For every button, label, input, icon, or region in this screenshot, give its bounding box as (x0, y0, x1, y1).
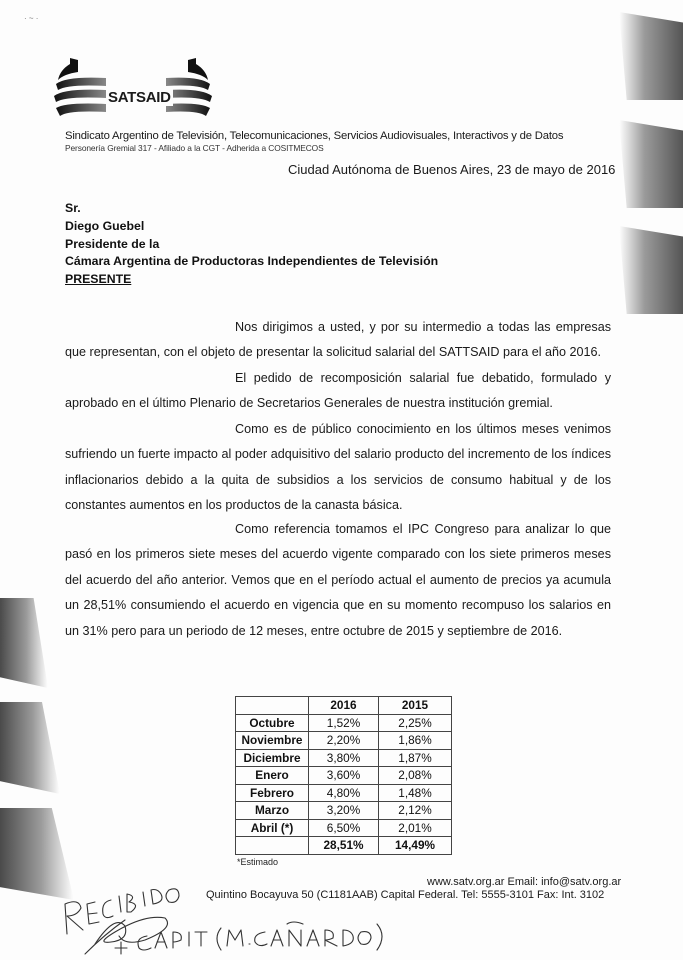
logo-text: SATSAID (108, 89, 171, 106)
table-row (236, 732, 452, 750)
scan-shadow (0, 702, 60, 794)
value-2015-cell: 1,48% (379, 784, 452, 802)
recipient-title: Presidente de la (65, 236, 160, 251)
month-cell: Diciembre (236, 749, 309, 767)
paragraph-text: Como es de público conocimiento en los últimos meses venimos sufriendo un fuerte impacto al poder adquisitivo del salario producto del incremento de los índices inflacionarios debido a la quita de subsidios a los servicios de consumo habitual y de los constantes aumentos en los productos de la canasta básica. (65, 422, 611, 513)
month-cell: Enero (236, 767, 309, 785)
scan-shadow (619, 226, 683, 314)
recipient-organization: Cámara Argentina de Productoras Independientes de Televisión (65, 254, 439, 269)
scan-shadow (619, 120, 683, 208)
header-cell-2015: 2015 (379, 697, 452, 715)
value-2015-cell: 1,87% (379, 749, 452, 767)
value-2016-cell: 2,20% (309, 732, 379, 750)
footer-web-email: www.satv.org.ar Email: info@satv.org.ar (427, 876, 622, 888)
satsaid-logo (48, 58, 218, 124)
recipient-salutation: Sr. (65, 201, 81, 215)
table-row (236, 802, 452, 820)
paragraph-4 (65, 517, 611, 644)
month-cell: Noviembre (236, 732, 309, 750)
table-header-row (236, 697, 452, 715)
value-2015-cell: 2,01% (379, 819, 452, 837)
total-label-cell (236, 837, 309, 855)
header-cell-2016: 2016 (309, 697, 379, 715)
value-2016-cell: 1,52% (309, 714, 379, 732)
paragraph-text: El pedido de recomposición salarial fue debatido, formulado y aprobado en el último Plenario de Secretarios Generales de nuestra institución gremial. (65, 371, 611, 411)
paragraph-2 (65, 366, 611, 417)
table-row (236, 819, 452, 837)
place-date: Ciudad Autónoma de Buenos Aires, 23 de mayo de 2016 (288, 162, 616, 177)
total-2015-cell: 14,49% (379, 837, 452, 855)
table-row (236, 767, 452, 785)
recipient-name: Diego Guebel (65, 218, 145, 233)
value-2016-cell: 3,20% (309, 802, 379, 820)
value-2016-cell: 6,50% (309, 819, 379, 837)
total-2016-cell: 28,51% (309, 837, 379, 855)
value-2015-cell: 2,25% (379, 714, 452, 732)
table-footnote: *Estimado (237, 857, 279, 867)
value-2016-cell: 3,60% (309, 767, 379, 785)
paragraph-text: Nos dirigimos a usted, y por su intermedio a todas las empresas que representan, con el objeto de presentar la solicitud salarial del SATTSAID para el año 2016. (65, 320, 611, 360)
month-cell: Febrero (236, 784, 309, 802)
value-2015-cell: 2,08% (379, 767, 452, 785)
paragraph-3 (65, 417, 611, 519)
value-2015-cell: 2,12% (379, 802, 452, 820)
header-cell-empty (236, 697, 309, 715)
month-cell: Marzo (236, 802, 309, 820)
month-cell: Abril (*) (236, 819, 309, 837)
handwritten-received-note (55, 884, 400, 958)
table-total-row (236, 837, 452, 855)
paragraph-text: Como referencia tomamos el IPC Congreso para analizar lo que pasó en los primeros siete meses del acuerdo vigente comparado con los siete primeros meses del acuerdo del año anterior. Vemos que en el período actual el aumento de precios ya acumula un 28,51% consumiendo el acuerdo en vigencia que en su momento recompuso los salarios en un 31% pero para un periodo de 12 meses, entre octubre de 2015 y septiembre de 2016. (65, 522, 611, 638)
inflation-table (235, 696, 452, 855)
scan-shadow (619, 12, 683, 100)
table-row (236, 714, 452, 732)
table-row (236, 784, 452, 802)
footer-address: Quintino Bocayuva 50 (C1181AAB) Capital Federal. Tel: 5555-3101 Fax: Int. 3102 (206, 889, 605, 901)
month-cell: Octubre (236, 714, 309, 732)
table-row (236, 749, 452, 767)
recipient-presente: PRESENTE (65, 272, 132, 287)
value-2015-cell: 1,86% (379, 732, 452, 750)
scan-speck: · ~ · (24, 14, 39, 23)
organization-subtitle: Personería Gremial 317 - Afiliado a la CGT - Adherida a COSITMECOS (65, 143, 324, 153)
paragraph-1 (65, 315, 611, 366)
value-2016-cell: 3,80% (309, 749, 379, 767)
scan-shadow (0, 598, 48, 688)
value-2016-cell: 4,80% (309, 784, 379, 802)
organization-name: Sindicato Argentino de Televisión, Telecomunicaciones, Servicios Audiovisuales, Interactivos y de Datos (65, 130, 564, 142)
recipient-block (65, 200, 438, 289)
